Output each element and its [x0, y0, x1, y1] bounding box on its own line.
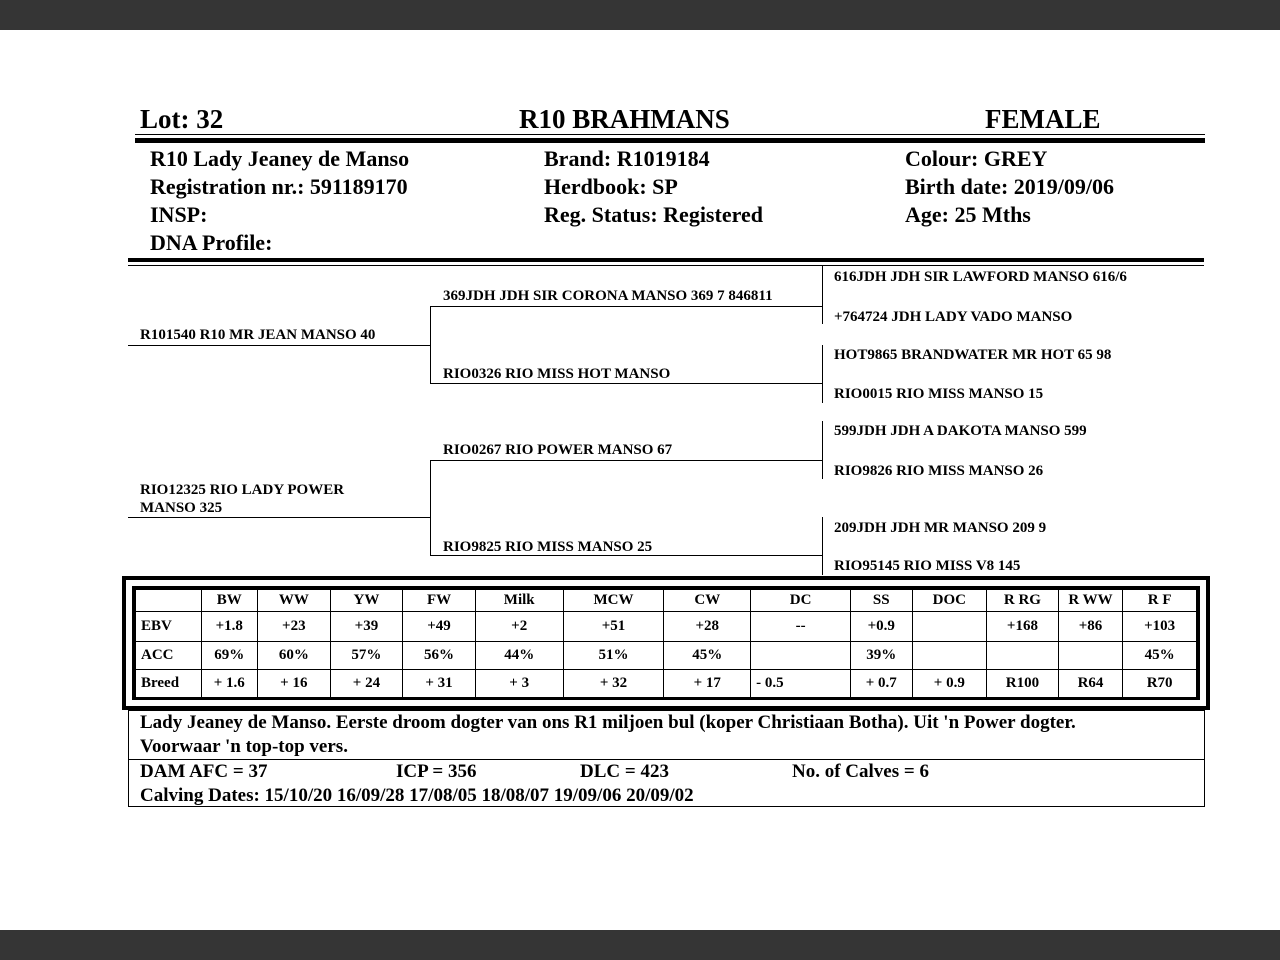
breed-cell: + 1.6 — [201, 670, 257, 698]
acc-cell: 51% — [563, 642, 664, 670]
calving-dates: Calving Dates: 15/10/20 16/09/28 17/08/05 18/08/07 19/09/06 20/09/02 — [140, 785, 694, 806]
header-rule-thick — [135, 138, 1205, 143]
ebv-cell: +39 — [330, 612, 403, 642]
breed-cell: R64 — [1058, 670, 1123, 698]
sdd-name: RIO0015 RIO MISS MANSO 15 — [834, 386, 1044, 402]
comment-line1: Lady Jeaney de Manso. Eerste droom dogter van ons R1 miljoen bul (koper Christiaan Botha). Uit 'n Power dogter. — [140, 712, 1076, 733]
dsd-name: RIO9826 RIO MISS MANSO 26 — [834, 463, 1044, 479]
ebv-cell: +49 — [403, 612, 476, 642]
sire-dam-name: RIO0326 RIO MISS HOT MANSO — [443, 366, 671, 382]
ssd-name: +764724 JDH LADY VADO MANSO — [834, 309, 1073, 325]
breed-cell: + 0.7 — [851, 670, 913, 698]
insp-label: INSP: — [150, 202, 208, 227]
ebv-header-cell: R F — [1123, 590, 1197, 612]
ebv-cell: +0.9 — [851, 612, 913, 642]
acc-cell — [1058, 642, 1123, 670]
ebv-cell: +23 — [258, 612, 331, 642]
ebv-cell: +28 — [664, 612, 751, 642]
ss-line — [430, 306, 823, 307]
acc-cell: 57% — [330, 642, 403, 670]
registration-status: Reg. Status: Registered — [544, 202, 763, 227]
dam-line — [128, 517, 430, 518]
ss-bracket — [822, 266, 823, 324]
brand: Brand: R1019184 — [544, 146, 710, 171]
dam-afc: DAM AFC = 37 — [140, 761, 268, 782]
ebv-header-cell: FW — [403, 590, 476, 612]
ebv-cell: -- — [751, 612, 851, 642]
dd-bracket — [822, 517, 823, 575]
breed-cell: + 17 — [664, 670, 751, 698]
ds-line — [430, 460, 823, 461]
sss-name: 616JDH JDH SIR LAWFORD MANSO 616/6 — [834, 269, 1127, 285]
registration-number: Registration nr.: 591189170 — [150, 174, 408, 199]
sire-sire-name: 369JDH JDH SIR CORONA MANSO 369 7 846811 — [443, 288, 773, 304]
dlc: DLC = 423 — [580, 761, 669, 782]
dss-name: 599JDH JDH A DAKOTA MANSO 599 — [834, 423, 1087, 439]
acc-cell: 60% — [258, 642, 331, 670]
age: Age: 25 Mths — [905, 202, 1031, 227]
bottom-bar — [0, 930, 1280, 960]
top-bar — [0, 0, 1280, 30]
breed-cell: R100 — [987, 670, 1059, 698]
ebv-header-cell: DC — [751, 590, 851, 612]
ebv-header-cell: R WW — [1058, 590, 1123, 612]
acc-cell: 69% — [201, 642, 257, 670]
ebv-header-cell: SS — [851, 590, 913, 612]
ebv-header-cell: WW — [258, 590, 331, 612]
breed-cell: + 31 — [403, 670, 476, 698]
ebv-header-cell: MCW — [563, 590, 664, 612]
acc-cell — [751, 642, 851, 670]
info-rule-thin — [128, 265, 1204, 266]
comment-line2: Voorwaar 'n top-top vers. — [140, 736, 348, 757]
ebv-cell: +103 — [1123, 612, 1197, 642]
breed-cell: - 0.5 — [751, 670, 851, 698]
breed-row — [136, 670, 1197, 698]
acc-cell: 45% — [664, 642, 751, 670]
ebv-cell: +51 — [563, 612, 664, 642]
birth-date: Birth date: 2019/09/06 — [905, 174, 1114, 199]
ebv-header-cell: DOC — [912, 590, 987, 612]
ddd-name: RIO95145 RIO MISS V8 145 — [834, 558, 1021, 574]
acc-row-label: ACC — [136, 642, 202, 670]
ebv-header-row — [136, 590, 1197, 612]
dam-dam-name: RIO9825 RIO MISS MANSO 25 — [443, 539, 653, 555]
sire-bracket — [430, 306, 431, 384]
sd-bracket — [822, 345, 823, 403]
breed-row-label: Breed — [136, 670, 202, 698]
acc-cell: 56% — [403, 642, 476, 670]
breeder-title: R10 BRAHMANS — [519, 104, 730, 134]
ebv-header-cell: BW — [201, 590, 257, 612]
breed-cell: + 0.9 — [912, 670, 987, 698]
sds-name: HOT9865 BRANDWATER MR HOT 65 98 — [834, 347, 1112, 363]
ebv-header-cell — [136, 590, 202, 612]
dam-name-line1: RIO12325 RIO LADY POWER — [140, 482, 345, 498]
number-of-calves: No. of Calves = 6 — [792, 761, 929, 782]
ds-bracket — [822, 421, 823, 479]
dam-name-line2: MANSO 325 — [140, 500, 223, 516]
ebv-header-cell: R RG — [987, 590, 1059, 612]
acc-cell — [912, 642, 987, 670]
ebv-header-cell: Milk — [475, 590, 563, 612]
acc-cell: 39% — [851, 642, 913, 670]
ebv-cell: +1.8 — [201, 612, 257, 642]
breed-cell: + 16 — [258, 670, 331, 698]
ebv-header-cell: CW — [664, 590, 751, 612]
acc-cell: 44% — [475, 642, 563, 670]
acc-row — [136, 642, 1197, 670]
ebv-cell: +2 — [475, 612, 563, 642]
breed-cell: + 32 — [563, 670, 664, 698]
ebv-row — [136, 612, 1197, 642]
dam-sire-name: RIO0267 RIO POWER MANSO 67 — [443, 442, 673, 458]
ebv-header-cell: YW — [330, 590, 403, 612]
sire-line — [128, 345, 430, 346]
dds-name: 209JDH JDH MR MANSO 209 9 — [834, 520, 1047, 536]
ebv-cell: +86 — [1058, 612, 1123, 642]
ebv-row-label: EBV — [136, 612, 202, 642]
info-rule-thick — [128, 258, 1204, 262]
header-rule-thin — [135, 134, 1205, 135]
ebv-table — [135, 589, 1197, 698]
colour: Colour: GREY — [905, 146, 1048, 171]
ebv-cell — [912, 612, 987, 642]
lot-number: Lot: 32 — [140, 104, 224, 134]
breed-cell: + 3 — [475, 670, 563, 698]
sire-name: R101540 R10 MR JEAN MANSO 40 — [140, 327, 376, 343]
breed-cell: R70 — [1123, 670, 1197, 698]
ebv-cell: +168 — [987, 612, 1059, 642]
animal-name: R10 Lady Jeaney de Manso — [150, 146, 410, 171]
sd-line — [430, 383, 823, 384]
dam-bracket — [430, 460, 431, 556]
herdbook: Herdbook: SP — [544, 174, 678, 199]
dna-profile-label: DNA Profile: — [150, 230, 273, 255]
acc-cell — [987, 642, 1059, 670]
icp: ICP = 356 — [396, 761, 477, 782]
breed-cell: + 24 — [330, 670, 403, 698]
acc-cell: 45% — [1123, 642, 1197, 670]
sex-label: FEMALE — [985, 104, 1101, 134]
